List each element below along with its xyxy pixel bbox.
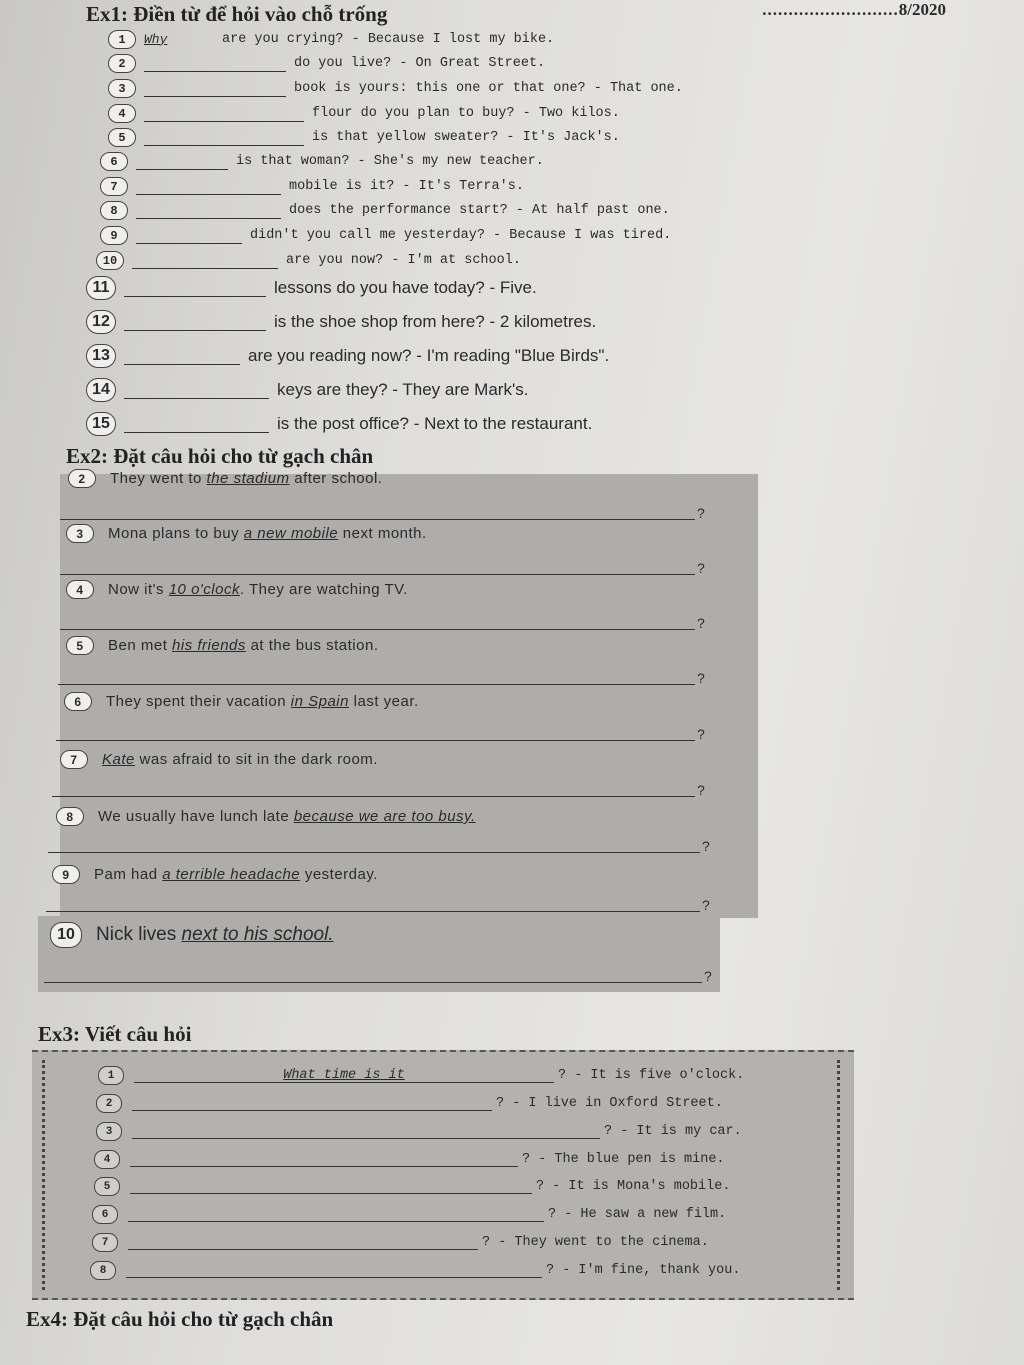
item-number: 8 — [90, 1261, 116, 1280]
sentence-text: Ben met — [108, 637, 173, 654]
item-number: 9 — [52, 865, 80, 884]
answer-line[interactable] — [44, 982, 702, 983]
underlined-phrase: his friends — [172, 637, 246, 654]
question-mark: ? — [697, 726, 705, 742]
question-text: are you crying? - Because I lost my bike. — [222, 32, 555, 47]
ex2-item — [64, 692, 419, 711]
answer-blank[interactable] — [132, 252, 278, 269]
ex2-item — [66, 524, 427, 543]
question-mark: ? — [697, 560, 705, 576]
sentence-text: next month. — [338, 525, 427, 542]
question-mark: ? — [697, 615, 705, 631]
answer-line[interactable] — [46, 911, 700, 912]
question-text: are you now? - I'm at school. — [286, 253, 521, 268]
ex1-item — [86, 378, 528, 402]
ex1-item — [108, 54, 545, 73]
item-number: 3 — [108, 79, 136, 98]
answer-blank[interactable] — [136, 227, 242, 244]
item-number: 2 — [108, 54, 136, 73]
item-number: 10 — [96, 251, 124, 270]
item-number: 2 — [68, 469, 96, 488]
ex1-title: Ex1: Điền từ để hỏi vào chỗ trống — [86, 2, 388, 26]
sentence-text: Now it's — [108, 581, 169, 598]
question-text: mobile is it? - It's Terra's. — [289, 179, 524, 194]
answer-blank[interactable] — [136, 202, 281, 219]
ex3-item — [96, 1122, 742, 1141]
underlined-phrase: 10 o'clock — [168, 581, 240, 598]
answer-line[interactable] — [126, 1263, 542, 1278]
item-number: 6 — [64, 692, 92, 711]
item-number: 7 — [100, 177, 128, 196]
question-text: keys are they? - They are Mark's. — [277, 380, 529, 399]
answer-text: ? - I'm fine, thank you. — [546, 1263, 741, 1278]
answer-line[interactable] — [60, 629, 695, 630]
ex2-item — [66, 580, 408, 599]
question-text: is the post office? - Next to the restaurant. — [277, 414, 593, 433]
question-text: is the shoe shop from here? - 2 kilometres. — [274, 312, 597, 331]
item-number: 9 — [100, 226, 128, 245]
item-number: 8 — [100, 201, 128, 220]
question-text: is that woman? - She's my new teacher. — [236, 154, 544, 169]
item-number: 11 — [86, 276, 116, 300]
answer-line[interactable] — [52, 796, 695, 797]
answer-line[interactable] — [130, 1179, 532, 1194]
question-text: are you reading now? - I'm reading "Blue Birds". — [248, 346, 610, 365]
question-text: do you live? - On Great Street. — [294, 56, 546, 71]
ex1-item — [86, 276, 537, 300]
answer-line[interactable] — [132, 1096, 492, 1111]
ex1-item — [108, 104, 620, 123]
item-number: 6 — [92, 1205, 118, 1224]
ex2-item — [68, 469, 382, 488]
underlined-phrase: the stadium — [206, 470, 290, 487]
item-number: 7 — [92, 1233, 118, 1252]
question-mark: ? — [697, 670, 705, 686]
ex3-item — [92, 1205, 726, 1224]
item-number: 7 — [60, 750, 88, 769]
answer-line[interactable] — [48, 852, 700, 853]
ex2-item — [50, 922, 334, 948]
item-number: 14 — [86, 378, 116, 402]
ex2-item — [66, 636, 378, 655]
answer-line[interactable] — [58, 684, 695, 685]
item-number: 1 — [108, 30, 136, 49]
answer-text: ? - They went to the cinema. — [482, 1235, 709, 1250]
ex3-item — [96, 1094, 723, 1113]
item-number: 5 — [66, 636, 94, 655]
question-mark: ? — [697, 505, 705, 521]
sentence-text: They spent their vacation — [106, 693, 291, 710]
answer-text: ? - The blue pen is mine. — [522, 1152, 725, 1167]
item-number: 6 — [100, 152, 128, 171]
ex1-item — [100, 226, 671, 245]
answer-blank[interactable] — [144, 129, 304, 146]
item-number: 1 — [98, 1066, 124, 1085]
sentence-text: was afraid to sit in the dark room. — [134, 751, 378, 768]
item-number: 15 — [86, 412, 116, 436]
sentence-text: They went to — [110, 470, 207, 487]
item-number: 3 — [96, 1122, 122, 1141]
item-number: 2 — [96, 1094, 122, 1113]
ex1-item — [108, 30, 554, 49]
sentence-text: at the bus station. — [245, 637, 379, 654]
item-number: 13 — [86, 344, 116, 368]
answer-line[interactable] — [60, 519, 695, 520]
ex1-item — [100, 201, 670, 220]
answer-blank[interactable] — [124, 382, 269, 399]
sentence-text: yesterday. — [300, 866, 378, 883]
sentence-text: after school. — [289, 470, 383, 487]
question-mark: ? — [704, 968, 712, 984]
question-text: is that yellow sweater? - It's Jack's. — [312, 130, 620, 145]
ex1-item — [108, 128, 620, 147]
ex1-item — [100, 152, 544, 171]
answer-line[interactable] — [60, 574, 695, 575]
question-text: does the performance start? - At half past one. — [289, 203, 670, 218]
sentence-text: last year. — [348, 693, 419, 710]
underlined-phrase: a terrible headache — [162, 866, 301, 883]
ex1-item — [86, 412, 592, 436]
ex3-item — [94, 1177, 730, 1196]
answer-blank[interactable] — [144, 105, 304, 122]
answer-blank[interactable] — [124, 314, 266, 331]
answer-text: ? - It is my car. — [604, 1124, 742, 1139]
sentence-text: Nick lives — [96, 924, 182, 945]
item-number: 5 — [108, 128, 136, 147]
sentence-text: Mona plans to buy — [108, 525, 244, 542]
underlined-phrase: Kate — [102, 751, 135, 768]
question-mark: ? — [702, 897, 710, 913]
ex2-item — [52, 865, 378, 884]
ex3-item — [94, 1150, 725, 1169]
ex3-item — [98, 1066, 744, 1085]
question-text: flour do you plan to buy? - Two kilos. — [312, 106, 620, 121]
underlined-phrase: a new mobile — [243, 525, 339, 542]
ex3-item — [90, 1261, 740, 1280]
item-number: 10 — [50, 922, 82, 948]
ex3-item — [92, 1233, 709, 1252]
answer-blank[interactable] — [136, 178, 281, 195]
answer-blank[interactable] — [124, 348, 240, 365]
date-header: ..........................8/2020 — [762, 0, 946, 19]
answer-line[interactable] — [130, 1152, 518, 1167]
answer-line[interactable] — [128, 1207, 544, 1222]
item-number: 12 — [86, 310, 116, 334]
answer-blank[interactable] — [124, 416, 269, 433]
question-mark: ? — [697, 782, 705, 798]
sentence-text: Pam had — [94, 866, 163, 883]
answer-line[interactable] — [128, 1235, 478, 1250]
answer-blank[interactable] — [144, 55, 286, 72]
question-mark: ? — [702, 838, 710, 854]
ex1-item — [86, 310, 596, 334]
ex1-item — [100, 177, 524, 196]
ex2-item — [56, 807, 476, 826]
ex1-item — [108, 79, 683, 98]
answer-line[interactable] — [56, 740, 695, 741]
item-number: 8 — [56, 807, 84, 826]
sentence-text: We usually have lunch late — [98, 808, 294, 825]
question-text: didn't you call me yesterday? - Because I was tired. — [250, 228, 672, 243]
answer-blank[interactable] — [144, 80, 286, 97]
ex1-item — [86, 344, 609, 368]
answer-line[interactable]: What time is it — [134, 1068, 554, 1083]
item-number: 4 — [94, 1150, 120, 1169]
item-number: 4 — [108, 104, 136, 123]
ex2-item — [60, 750, 378, 769]
answer-blank[interactable]: Why — [144, 31, 168, 47]
answer-line[interactable] — [132, 1124, 600, 1139]
answer-text: ? - He saw a new film. — [548, 1207, 727, 1222]
item-number: 5 — [94, 1177, 120, 1196]
answer-text: ? - I live in Oxford Street. — [496, 1096, 723, 1111]
ex3-title: Ex3: Viết câu hỏi — [38, 1022, 192, 1046]
item-number: 3 — [66, 524, 94, 543]
underlined-phrase: because we are too busy. — [293, 808, 476, 825]
answer-text: ? - It is five o'clock. — [558, 1068, 745, 1083]
underlined-phrase: next to his school. — [181, 924, 334, 945]
ex2-title: Ex2: Đặt câu hỏi cho từ gạch chân — [66, 444, 374, 468]
answer-text: ? - It is Mona's mobile. — [536, 1179, 731, 1194]
ex1-item — [96, 251, 521, 270]
sentence-text: . They are watching TV. — [239, 581, 408, 598]
ex4-title: Ex4: Đặt câu hỏi cho từ gạch chân — [26, 1307, 334, 1331]
item-number: 4 — [66, 580, 94, 599]
answer-blank[interactable] — [124, 280, 266, 297]
question-text: book is yours: this one or that one? - That one. — [294, 81, 683, 96]
underlined-phrase: in Spain — [290, 693, 349, 710]
question-text: lessons do you have today? - Five. — [274, 278, 537, 297]
answer-blank[interactable] — [136, 153, 228, 170]
